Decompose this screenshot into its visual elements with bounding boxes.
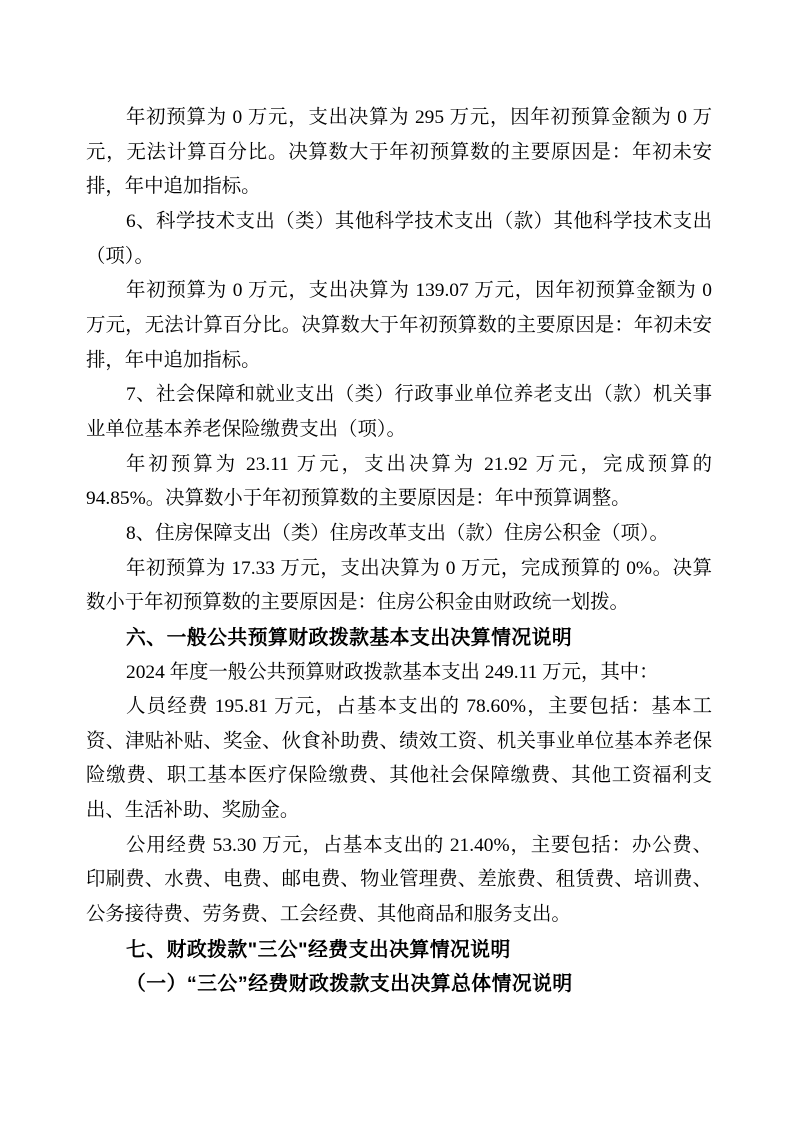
paragraph-line: 94.85%。决算数小于年初预算数的主要原因是：年中预算调整。 [86,488,631,510]
paragraph-line: 排，年中追加指标。 [86,176,261,198]
paragraph-line: 公务接待费、劳务费、工会经费、其他商品和服务支出。 [86,904,571,926]
subsection-heading-one: （一）“三公”经费财政拨款支出决算总体情况说明 [126,973,573,996]
paragraph-line-item-6: 6、科学技术支出（类）其他科学技术支出（款）其他科学技术支出 [126,210,712,232]
paragraph-line: 元，无法计算百分比。决算数大于年初预算数的主要原因是：年初未安 [86,141,712,163]
paragraph-line: 2024 年度一般公共预算财政拨款基本支出 249.11 万元，其中： [126,661,659,683]
paragraph-line: 公用经费 53.30 万元，占基本支出的 21.40%，主要包括：办公费、 [126,834,712,856]
paragraph-line: 业单位基本养老保险缴费支出（项）。 [86,418,406,440]
paragraph-line: 排，年中追加指标。 [86,349,261,371]
document-content [86,101,712,1002]
paragraph-line: 年初预算为 17.33 万元，支出决算为 0 万元，完成预算的 0%。决算 [126,557,712,579]
paragraph-line: 资、津贴补贴、奖金、伙食补助费、绩效工资、机关事业单位基本养老保 [86,730,712,752]
paragraph-line: 万元，无法计算百分比。决算数大于年初预算数的主要原因是：年初未安 [86,314,712,336]
paragraph-line: 印刷费、水费、电费、邮电费、物业管理费、差旅费、租赁费、培训费、 [86,869,712,891]
paragraph-line: 年初预算为 0 万元，支出决算为 295 万元，因年初预算金额为 0 万 [126,107,712,128]
paragraph-line: 险缴费、职工基本医疗保险缴费、其他社会保障缴费、其他工资福利支 [86,765,712,787]
section-heading-six: 六、一般公共预算财政拨款基本支出决算情况说明 [126,626,573,649]
paragraph-line: 年初预算为 23.11 万元，支出决算为 21.92 万元，完成预算的 [126,453,712,475]
paragraph-line: （项）。 [86,245,154,267]
paragraph-line: 出、生活补助、奖励金。 [86,800,300,822]
paragraph-line: 数小于年初预算数的主要原因是：住房公积金由财政统一划拨。 [86,592,629,614]
paragraph-line: 年初预算为 0 万元，支出决算为 139.07 万元，因年初预算金额为 0 [126,280,712,302]
paragraph-line-item-7: 7、社会保障和就业支出（类）行政事业单位养老支出（款）机关事 [126,384,712,406]
paragraph-line: 人员经费 195.81 万元，占基本支出的 78.60%，主要包括：基本工 [126,696,712,718]
paragraph-line-item-8: 8、住房保障支出（类）住房改革支出（款）住房公积金（项）。 [126,522,669,544]
section-heading-seven: 七、财政拨款"三公"经费支出决算情况说明 [126,938,511,961]
